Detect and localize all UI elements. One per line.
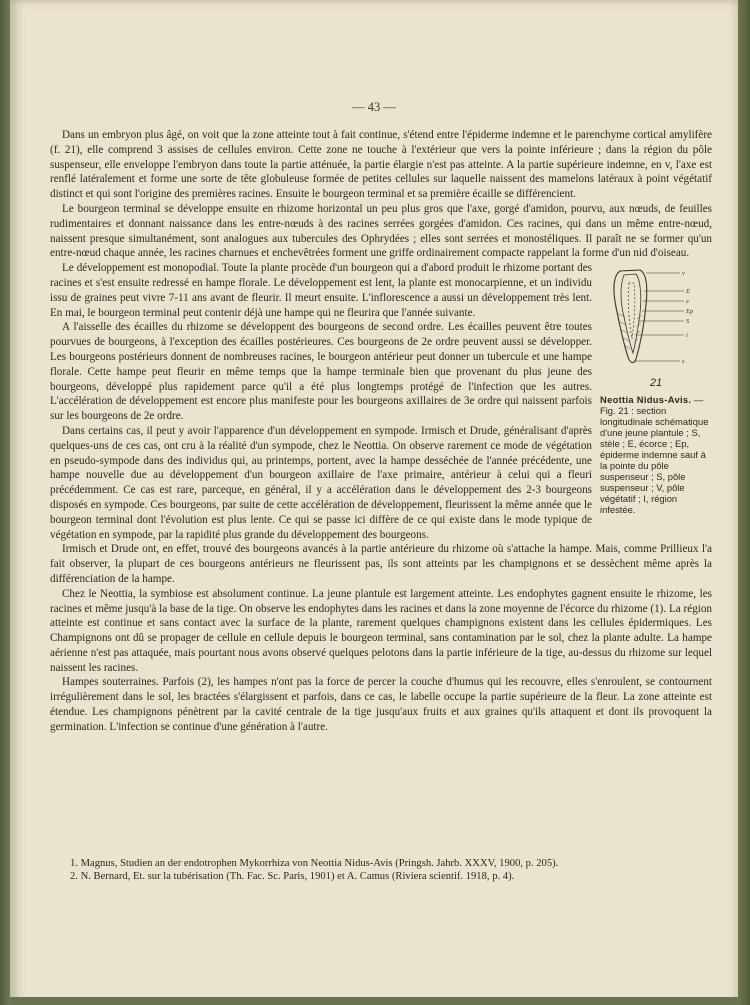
label-E: E [686, 288, 690, 296]
bottom-edge [10, 997, 738, 1005]
footnote-2: 2. N. Bernard, Et. sur la tubérisation (Th. Fac. Sc. Paris, 1901) et A. Camus (Riviera scientif. 1918, p. 4). [70, 870, 515, 882]
paragraph-2: Le bourgeon terminal se développe ensuite en rhizome horizontal un peu plus gros que l'axe, gorgé d'amidon, pourvu, aux nœuds, de feuilles rudimentaires et donnant naissance dans les entre-nœuds à des racines serrées gorgées d'amidon. Ces racines, qui dans un même entre-nœud, naissent presque simultanément, sont analogues aux tubercules des Ophrydées ; elles sont serrées et monostéliques. Il paraît ne se former qu'un entre-nœud chaque année, les racines charnues et enchevêtrées forment une griffe ordinairement compacte rappelant la forme d'un nid d'oiseau. [50, 202, 712, 260]
paragraph-8: Hampes souterraines. Parfois (2), les hampes n'ont pas la force de percer la couche d'humus qui les recouvre, elles s'enroulent, se contournent irrégulièrement dans le sol, les bractées s'élargissent et parfois, dans ce cas, le labelle occupe la partie supérieure de la fleur. La zone atteinte est étendue. Les champignons pénètrent par la cavité centrale de la tige jusqu'aux fruits et aux graines qu'ils attaquent et dont ils provoquent la germination. L'infection se continue d'une génération à l'autre. [50, 676, 712, 733]
paragraph-5: Dans certains cas, il peut y avoir l'apparence d'un développement en sympode. Irmisch et Drude, généralisant d'après quelques-uns de ces cas, ont cru à la réalité d'un sympode, chez le Neottia. On observe rarement ce mode de végétation en pseudo-sympode dans des individus qui, au printemps, portent, avec la hampe desséchée de l'année précédente, une hampe nouvelle due au développement d'un bourgeon axillaire de l'axe primaire, antérieur à celui qui a fleuri précédemment. Ce cas est rare, parceque, en général, il y a accélération dans le développement des 2-3 bourgeons disposés en sympode. Ces bourgeons, par suite de cette accélération de développement, fleurissent la même année que le bourgeon terminal dont l'évolution est plus lente. Ce qui se passe ici diffère de ce qui existe dans le mode typique de végétation en sympode, par la rapidité plus grande du développement des bourgeons. [50, 424, 592, 541]
body-text [50, 128, 712, 735]
embryo-section-drawing [600, 265, 710, 377]
figure-number: 21 [649, 377, 663, 390]
label-Ep: Ep [686, 308, 694, 316]
figure-21 [600, 265, 712, 515]
paragraph-6: Irmisch et Drude ont, en effet, trouvé des bourgeons avancés à la partie antérieure du rhizome où s'attache la hampe. Mais, comme Prillieux l'a fait observer, la plupart de ces bourgeons antérieurs ne fleurissent pas, ils sont atteints par les champignons et se dessèchent même après la différenciation de la hampe. [50, 543, 712, 585]
book-edge [738, 0, 750, 1005]
paragraph-4: A l'aisselle des écailles du rhizome se développent des bourgeons de second ordre. Les écailles peuvent être toutes pourvues de bourgeons, à l'exception des écailles postérieures. Ces bourgeons de 2e ordre peuvent aussi se développer. Les bourgeons postérieurs donnent de nombreuses racines, le bourgeon antérieur peut donner un tubercule et une hampe florale. Cette hampe peut fleurir en même temps que la hampe terminale bien que provenant du plus jeune des bourgeons, développé plus rapidement parce qu'il a été plus longtemps protégé de l'infection que les autres. L'accélération de développement est encore plus manifeste pour les bourgeons axillaires de 3e ordre qui naissent parfois sur les bourgeons de 2e ordre. [50, 321, 592, 423]
page-number: — 43 — [352, 100, 396, 114]
page [10, 0, 738, 1005]
footnote-1: 1. Magnus, Studien an der endotrophen Mykorrhiza von Neottia Nidus-Avis (Pringsh. Jahrb. XXXV, 1900, p. 205). [70, 858, 559, 869]
label-s: s [682, 358, 685, 366]
label-i: i [686, 332, 688, 340]
figure-title: Neottia Nidus-Avis. [600, 394, 692, 406]
label-e: e [686, 298, 689, 306]
paragraph-3: Le développement est monopodial. Toute la plante procède d'un bourgeon qui a d'abord produit le rhizome portant des racines et s'est ensuite redressé en hampe florale. Le développement est lent, la plante est monocarpienne, et un individu issu de graines peut vivre 7-11 ans avant de fleurir. Il meurt ensuite. L'inflorescence a aussi un développement très lent. En mai, le bourgeon terminal peut contenir déjà une hampe qui ne fleurira que l'année suivante. [50, 262, 592, 319]
paragraph-1: Dans un embryon plus âgé, on voit que la zone atteinte tout à fait continue, s'étend entre l'épiderme indemne et le parenchyme cortical amylifère (f. 21), elle comprend 3 assises de cellules environ. Cette zone ne touche à l'extérieur que vers la pointe inférieure ; dans la région du pôle suspenseur, elle enveloppe l'embryon dans toute la partie atténuée, la partie élargie n'est pas atteinte. A la partie supérieure indemne, en v, l'axe est renflé latéralement et forme une sorte de tête globuleuse formée de petites cellules sur laquelle naissent des mamelons latéraux à point végétatif distinct et qui sont l'origine des premières racines. Ensuite le bourgeon terminal et sa première écaille se différencient. [50, 129, 712, 201]
figure-caption: — Fig. 21 : section longitudinale schématique d'une jeune plantule ; S, stèle ; E, écorce ; Ep, épiderme indemne sauf à la pointe du pôle suspenseur ; S, pôle suspenseur ; V, pôle végétatif ; I, région infestée. [600, 394, 709, 516]
paragraph-7: Chez le Neottia, la symbiose est absolument continue. La jeune plantule est largement atteinte. Les endophytes gagnent ensuite le rhizome, les racines et même jusqu'à la base de la tige. On observe les endophytes dans les racines et dans la zone moyenne de l'écorce du rhizome (1). La région atteinte est continue et sans contact avec la surface de la plante, rarement quelques champignons existent dans les cellules épidermiques. Les Champignons ont dû se propager de cellule en cellule depuis le bourgeon terminal, sans contamination par le sol, chez la plante adulte. La hampe aérienne n'est pas attaquée, mais pourtant nous avons observé quelques pelotons dans la partie inférieure de la tige, au-dessus du rhizome sur lequel naissent les racines. [50, 587, 712, 674]
book-spine [0, 0, 10, 1005]
label-v: v [682, 270, 685, 278]
footnotes [70, 858, 720, 883]
label-S: S [686, 318, 690, 326]
